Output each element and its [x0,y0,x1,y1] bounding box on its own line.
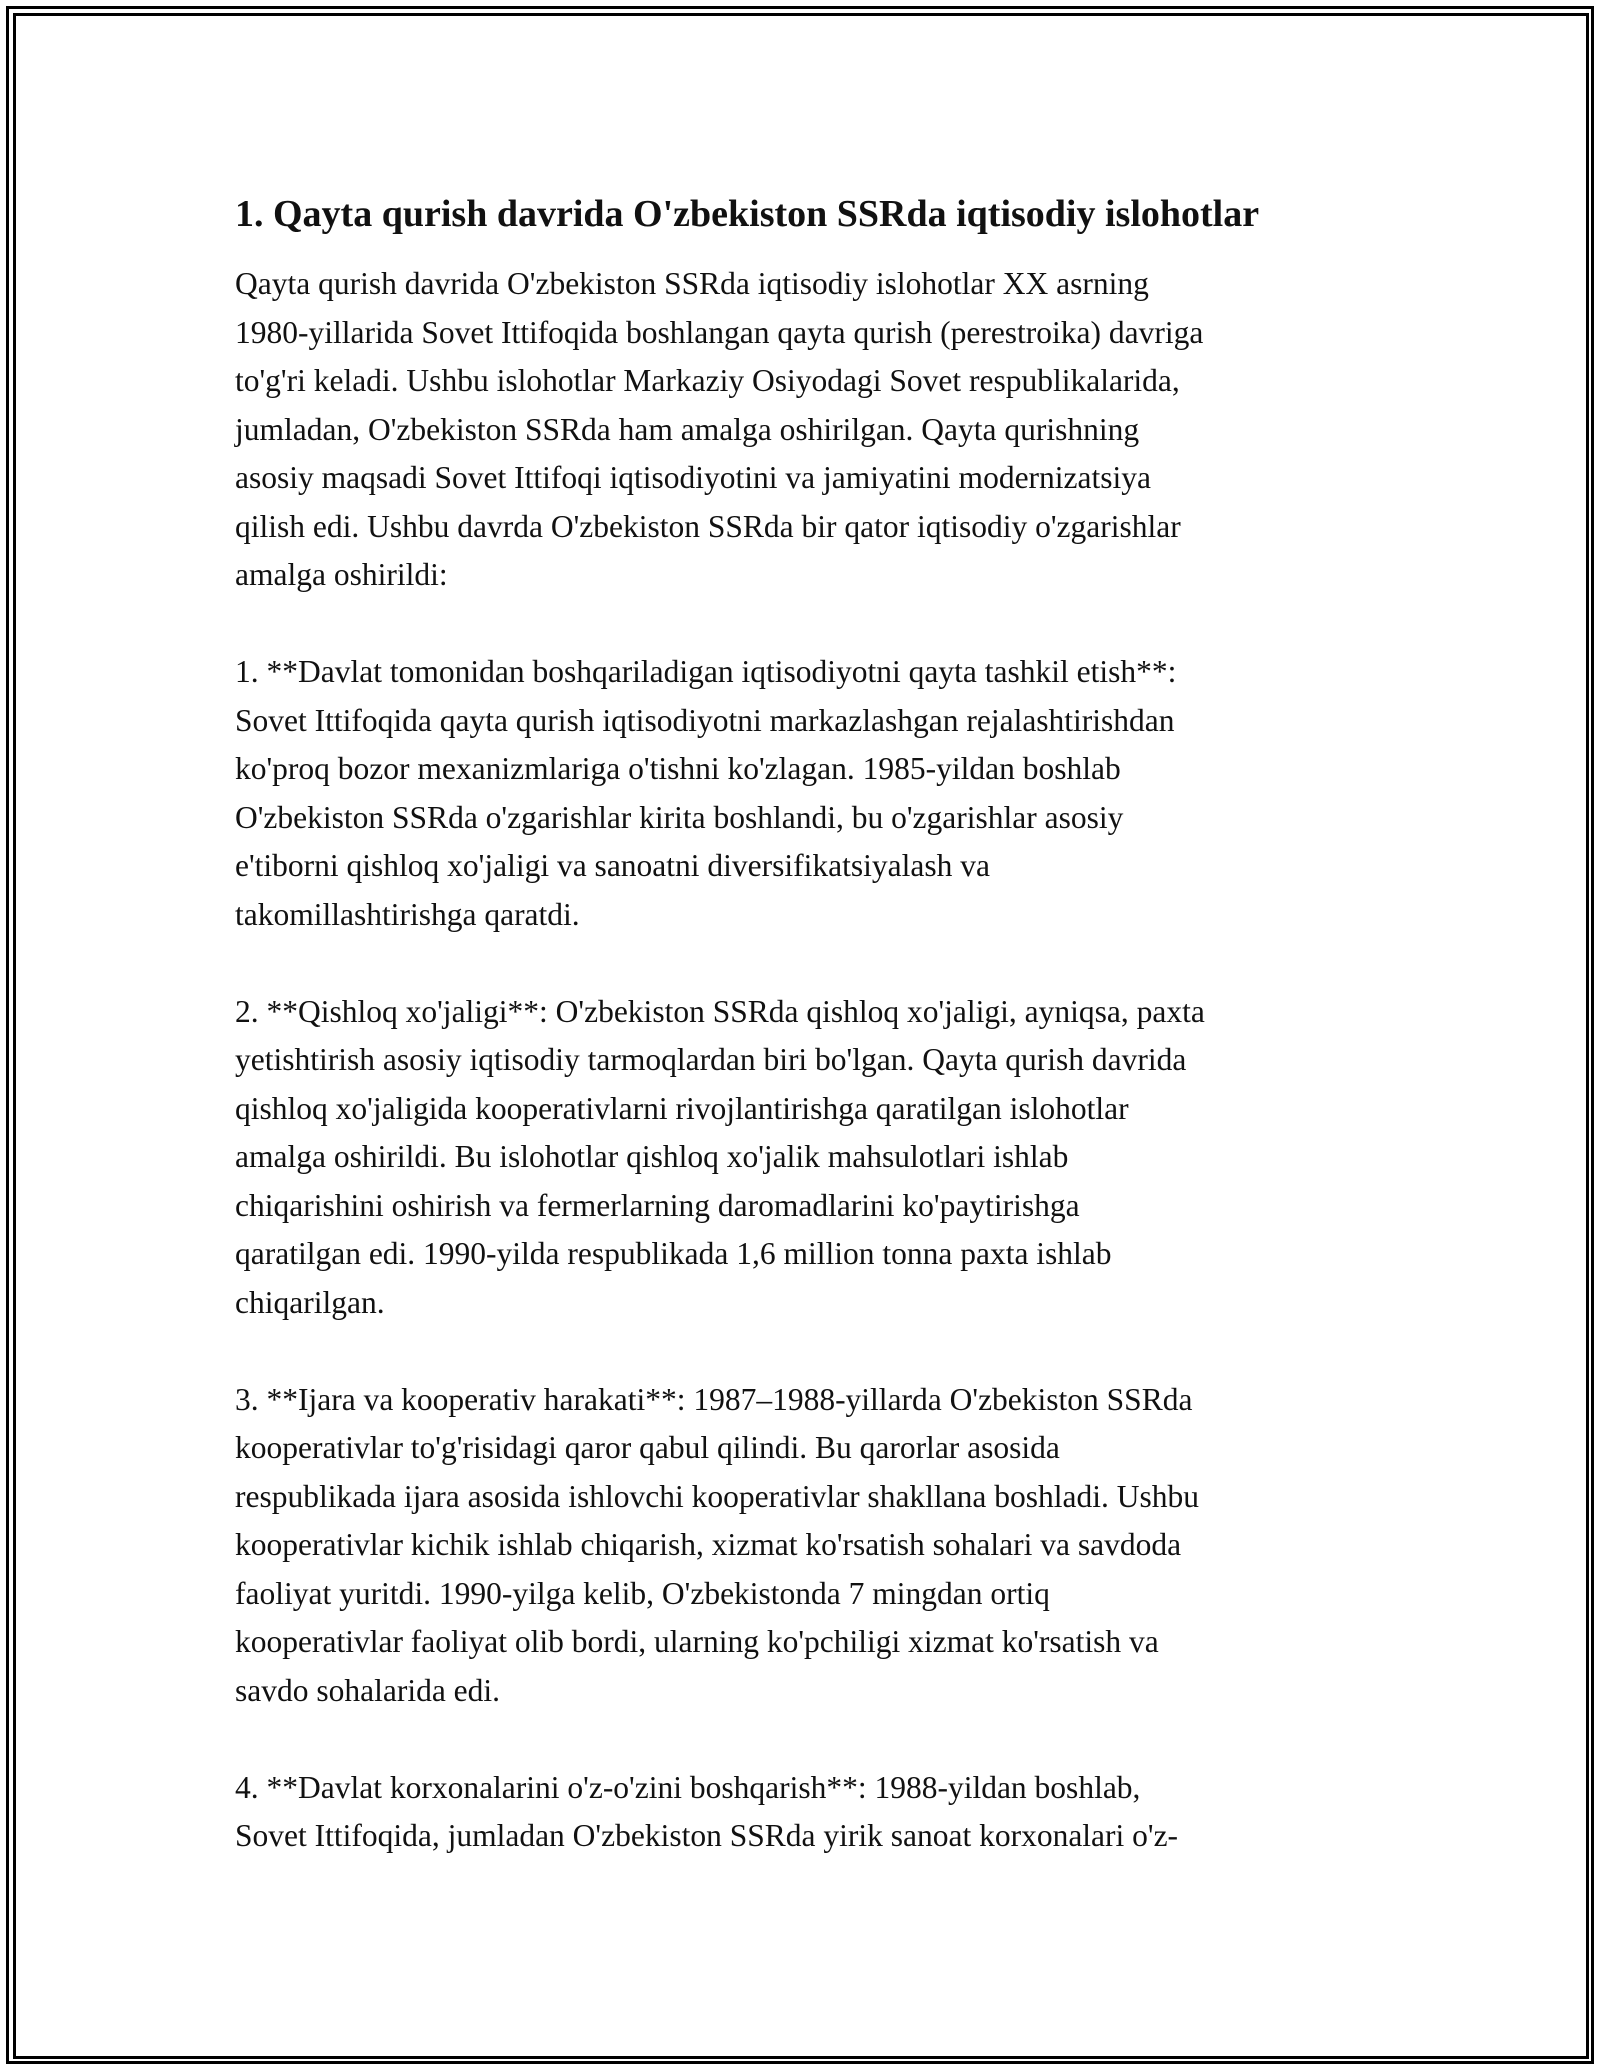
text-line: amalga oshirildi. Bu islohotlar qishloq xo'jalik mahsulotlari ishlab [235,1139,1069,1174]
paragraph [235,260,1375,600]
paragraph [235,988,1375,1328]
paragraph-list [235,260,1375,1861]
text-line: 4. **Davlat korxonalarini o'z-o'zini boshqarish**: 1988-yildan boshlab, [235,1769,1141,1805]
text-line: kooperativlar faoliyat olib bordi, ularning ko'pchiligi xizmat ko'rsatish va [235,1624,1159,1659]
paragraph [235,648,1375,939]
text-line: yetishtirish asosiy iqtisodiy tarmoqlardan biri bo'lgan. Qayta qurish davrida [235,1042,1187,1077]
text-line: Sovet Ittifoqida, jumladan O'zbekiston SSRda yirik sanoat korxonalari o'z- [235,1818,1179,1853]
paragraph [235,1376,1375,1716]
text-line: chiqarishini oshirish va fermerlarning daromadlarini ko'paytirishga [235,1187,1080,1223]
text-line: faoliyat yuritdi. 1990-yilga kelib, O'zbekistonda 7 mingdan ortiq [235,1575,1050,1611]
text-line: kooperativlar to'g'risidagi qaror qabul qilindi. Bu qarorlar asosida [235,1430,1060,1465]
text-line: amalga oshirildi: [235,557,448,592]
text-line: chiqarilgan. [235,1284,385,1320]
text-line: takomillashtirishga qaratdi. [235,896,580,932]
text-line: to'g'ri keladi. Ushbu islohotlar Markaziy Osiyodagi Sovet respublikalarida, [235,363,1180,398]
text-line: e'tiborni qishloq xo'jaligi va sanoatni diversifikatsiyalash va [235,848,990,883]
text-line: respublikada ijara asosida ishlovchi kooperativlar shakllana boshladi. Ushbu [235,1478,1200,1514]
text-line: ko'proq bozor mexanizmlariga o'tishni ko'zlagan. 1985-yildan boshlab [235,751,1121,786]
text-line: 2. **Qishloq xo'jaligi**: O'zbekiston SSRda qishloq xo'jaligi, ayniqsa, paxta [235,993,1205,1029]
text-line: Sovet Ittifoqida qayta qurish iqtisodiyotni markazlashgan rejalashtirishdan [235,702,1175,738]
text-line: O'zbekiston SSRda o'zgarishlar kirita boshlandi, bu o'zgarishlar asosiy [235,799,1124,835]
text-line: qilish edi. Ushbu davrda O'zbekiston SSRda bir qator iqtisodiy o'zgarishlar [235,508,1181,544]
text-line: 1. **Davlat tomonidan boshqariladigan iqtisodiyotni qayta tashkil etish**: [235,654,1177,689]
document-title: 1. Qayta qurish davrida O'zbekiston SSRda iqtisodiy islohotlar [235,193,1260,235]
text-line: savdo sohalarida edi. [235,1672,501,1708]
text-line: Qayta qurish davrida O'zbekiston SSRda iqtisodiy islohotlar XX asrning [235,266,1149,301]
text-line: asosiy maqsadi Sovet Ittifoqi iqtisodiyotini va jamiyatini modernizatsiya [235,460,1151,495]
text-line: qishloq xo'jaligida kooperativlarni rivojlantirishga qaratilgan islohotlar [235,1090,1129,1126]
text-line: 3. **Ijara va kooperativ harakati**: 1987–1988-yillarda O'zbekiston SSRda [235,1381,1193,1417]
paragraph [235,1764,1375,1861]
text-line: kooperativlar kichik ishlab chiqarish, xizmat ko'rsatish sohalari va savdoda [235,1527,1182,1562]
document-body [235,188,1375,1909]
text-line: qaratilgan edi. 1990-yilda respublikada 1,6 million tonna paxta ishlab [235,1236,1112,1271]
text-line: 1980-yillarida Sovet Ittifoqida boshlangan qayta qurish (perestroika) davriga [235,314,1204,350]
text-line: jumladan, O'zbekiston SSRda ham amalga oshirilgan. Qayta qurishning [235,411,1140,447]
